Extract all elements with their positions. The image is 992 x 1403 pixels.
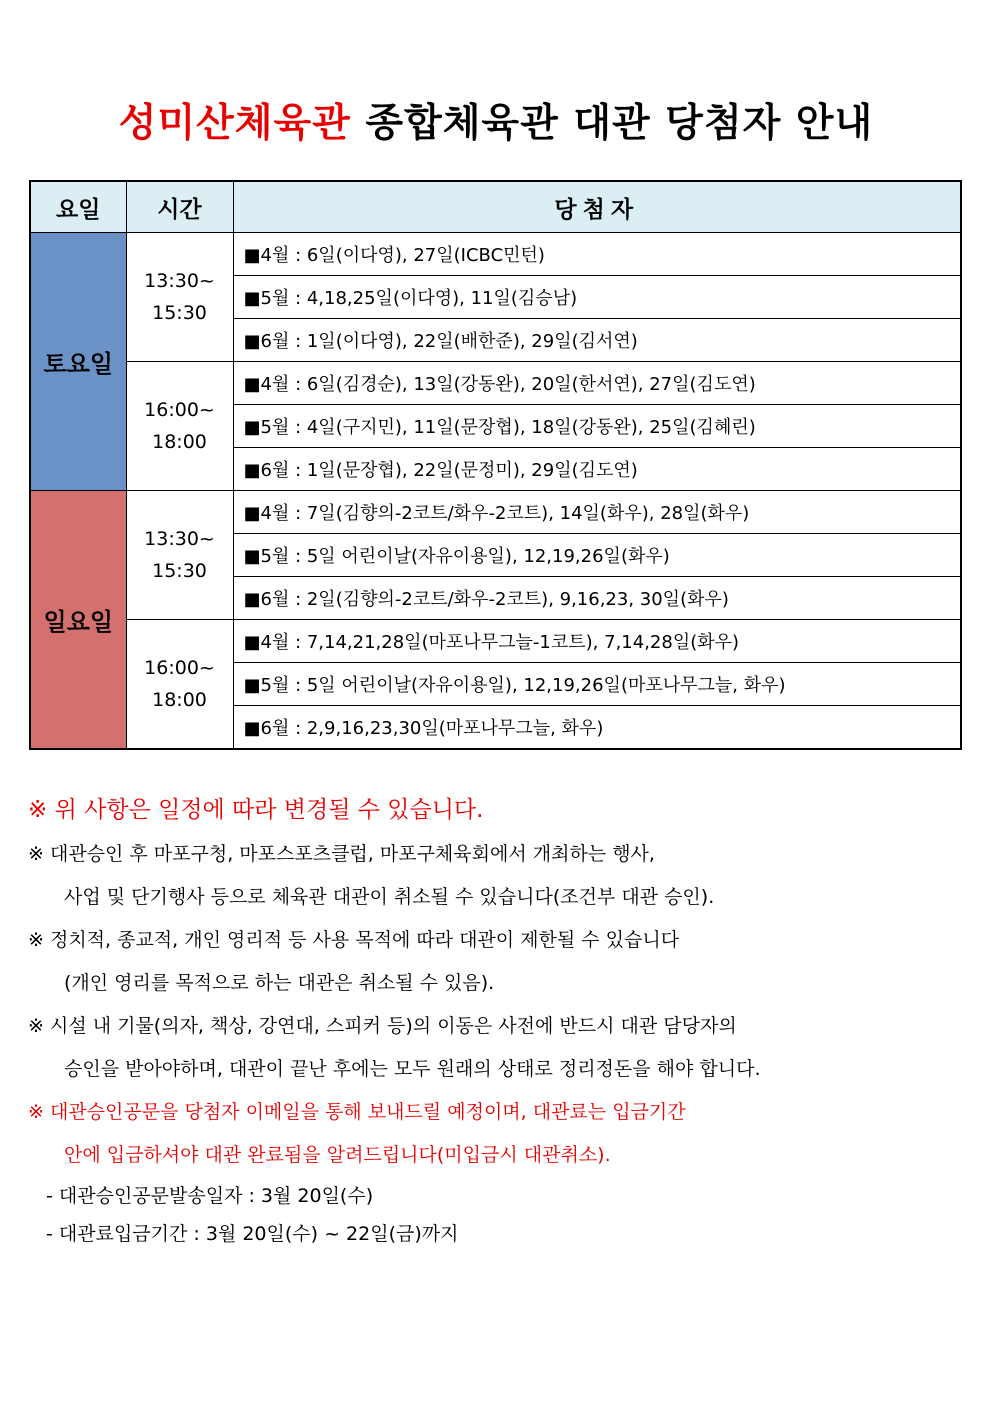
note-payment-1: ※ 대관승인공문을 당첨자 이메일을 통해 보내드릴 예정이며, 대관료는 입금기간 [28,1101,686,1123]
table-row [30,233,961,276]
table-row [30,491,961,534]
change-notice: ※ 위 사항은 일정에 따라 변경될 수 있습니다. [28,797,484,823]
winner-cell: ■4월 : 6일(김경순), 13일(강동완), 20일(한서연), 27일(김도연) [233,362,961,405]
table-row [30,362,961,405]
notes-section [28,788,968,1253]
payment-period: - 대관료입금기간 : 3월 20일(수) ~ 22일(금)까지 [46,1223,459,1245]
winner-cell: ■4월 : 7일(김향의-2코트/화우-2코트), 14일(화우), 28일(화우) [233,491,961,534]
winner-cell: ■4월 : 6일(이다영), 27일(ICBC민턴) [233,233,961,276]
schedule-table [29,180,962,750]
note-equipment-1: ※ 시설 내 기물(의자, 책상, 강연대, 스피커 등)의 이동은 사전에 반드시 대관 담당자의 [28,1015,737,1037]
header-day: 요일 [30,181,126,233]
winner-cell: ■4월 : 7,14,21,28일(마포나무그늘-1코트), 7,14,28일(화우) [233,620,961,663]
time-slot [126,233,233,362]
note-cancellation-2: 사업 및 단기행사 등으로 체육관 대관이 취소될 수 있습니다(조건부 대관 승인). [64,886,715,908]
header-winner: 당첨자 [233,181,961,233]
day-sunday: 일요일 [30,491,126,750]
time-end: 18:00 [152,431,207,453]
time-start: 16:00~ [144,399,215,421]
time-end: 18:00 [152,689,207,711]
title-facility-name: 성미산체육관 [118,101,351,146]
note-restriction-2: (개인 영리를 목적으로 하는 대관은 취소될 수 있음). [64,972,495,994]
time-slot [126,362,233,491]
note-cancellation-1: ※ 대관승인 후 마포구청, 마포스포츠클럽, 마포구체육회에서 개최하는 행사, [28,843,655,865]
note-equipment-2: 승인을 받아야하며, 대관이 끝난 후에는 모두 원래의 상태로 정리정돈을 해야 합니다. [64,1058,761,1080]
winner-cell: ■6월 : 1일(문장협), 22일(문정미), 29일(김도연) [233,448,961,491]
time-slot [126,491,233,620]
winner-cell: ■6월 : 2,9,16,23,30일(마포나무그늘, 화우) [233,706,961,750]
time-end: 15:30 [152,302,207,324]
time-start: 13:30~ [144,528,215,550]
page-title [0,92,992,148]
approval-send-date: - 대관승인공문발송일자 : 3월 20일(수) [46,1185,374,1207]
winner-cell: ■5월 : 5일 어린이날(자유이용일), 12,19,26일(화우) [233,534,961,577]
table-header-row [30,181,961,233]
time-slot [126,620,233,750]
winner-cell: ■6월 : 1일(이다영), 22일(배한준), 29일(김서연) [233,319,961,362]
winner-cell: ■5월 : 4일(구지민), 11일(문장협), 18일(강동완), 25일(김혜린) [233,405,961,448]
note-payment-2: 안에 입금하셔야 대관 완료됨을 알려드립니다(미입금시 대관취소). [64,1144,611,1166]
table-row [30,620,961,663]
title-text: 종합체육관 대관 당첨자 안내 [365,101,874,146]
header-time: 시간 [126,181,233,233]
winner-cell: ■5월 : 5일 어린이날(자유이용일), 12,19,26일(마포나무그늘, 화우) [233,663,961,706]
note-restriction-1: ※ 정치적, 종교적, 개인 영리적 등 사용 목적에 따라 대관이 제한될 수 있습니다 [28,929,680,951]
time-start: 13:30~ [144,270,215,292]
day-saturday: 토요일 [30,233,126,491]
time-start: 16:00~ [144,657,215,679]
time-end: 15:30 [152,560,207,582]
winner-cell: ■5월 : 4,18,25일(이다영), 11일(김승남) [233,276,961,319]
winner-cell: ■6월 : 2일(김향의-2코트/화우-2코트), 9,16,23, 30일(화우) [233,577,961,620]
